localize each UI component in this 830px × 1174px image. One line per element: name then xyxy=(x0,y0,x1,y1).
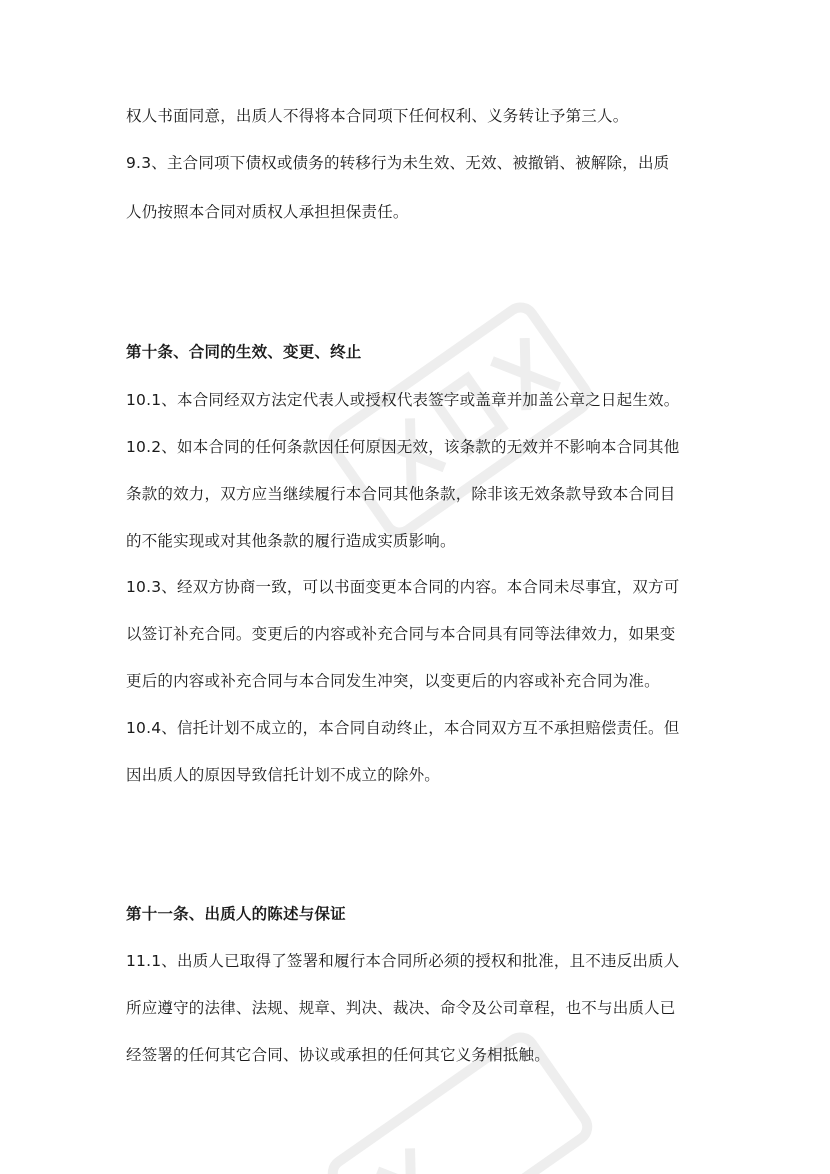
paragraph-line: 以签订补充合同。变更后的内容或补充合同与本合同具有同等法律效力，如果变 xyxy=(126,625,676,643)
paragraph-line: 人仍按照本合同对质权人承担担保责任。 xyxy=(126,203,409,221)
section-heading-11: 第十一条、出质人的陈述与保证 xyxy=(126,905,346,923)
paragraph-line: 的不能实现或对其他条款的履行造成实质影响。 xyxy=(126,532,456,550)
paragraph-line: 所应遵守的法律、法规、规章、判决、裁决、命令及公司章程，也不与出质人已 xyxy=(126,999,676,1017)
paragraph-line: 因出质人的原因导致信托计划不成立的除外。 xyxy=(126,766,441,784)
paragraph-line: 经签署的任何其它合同、协议或承担的任何其它义务相抵触。 xyxy=(126,1046,550,1064)
paragraph-line: 条款的效力，双方应当继续履行本合同其他条款，除非该无效条款导致本合同目 xyxy=(126,485,676,503)
paragraph-line: 更后的内容或补充合同与本合同发生冲突，以变更后的内容或补充合同为准。 xyxy=(126,672,660,690)
section-heading-10: 第十条、合同的生效、变更、终止 xyxy=(126,343,362,361)
paragraph-line: 11.1、出质人已取得了签署和履行本合同所必须的授权和批准，且不违反出质人 xyxy=(126,952,680,970)
paragraph-line: 10.1、本合同经双方法定代表人或授权代表签字或盖章并加盖公章之日起生效。 xyxy=(126,391,680,409)
paragraph-line: 10.2、如本合同的任何条款因任何原因无效，该条款的无效并不影响本合同其他 xyxy=(126,438,680,456)
paragraph-line: 10.4、信托计划不成立的，本合同自动终止，本合同双方互不承担赔偿责任。但 xyxy=(126,719,680,737)
paragraph-line: 权人书面同意，出质人不得将本合同项下任何权利、义务转让予第三人。 xyxy=(126,107,629,125)
paragraph-line: 9.3、主合同项下债权或债务的转移行为未生效、无效、被撤销、被解除，出质 xyxy=(126,154,670,172)
paragraph-line: 10.3、经双方协商一致，可以书面变更本合同的内容。本合同未尽事宜，双方可 xyxy=(126,578,680,596)
